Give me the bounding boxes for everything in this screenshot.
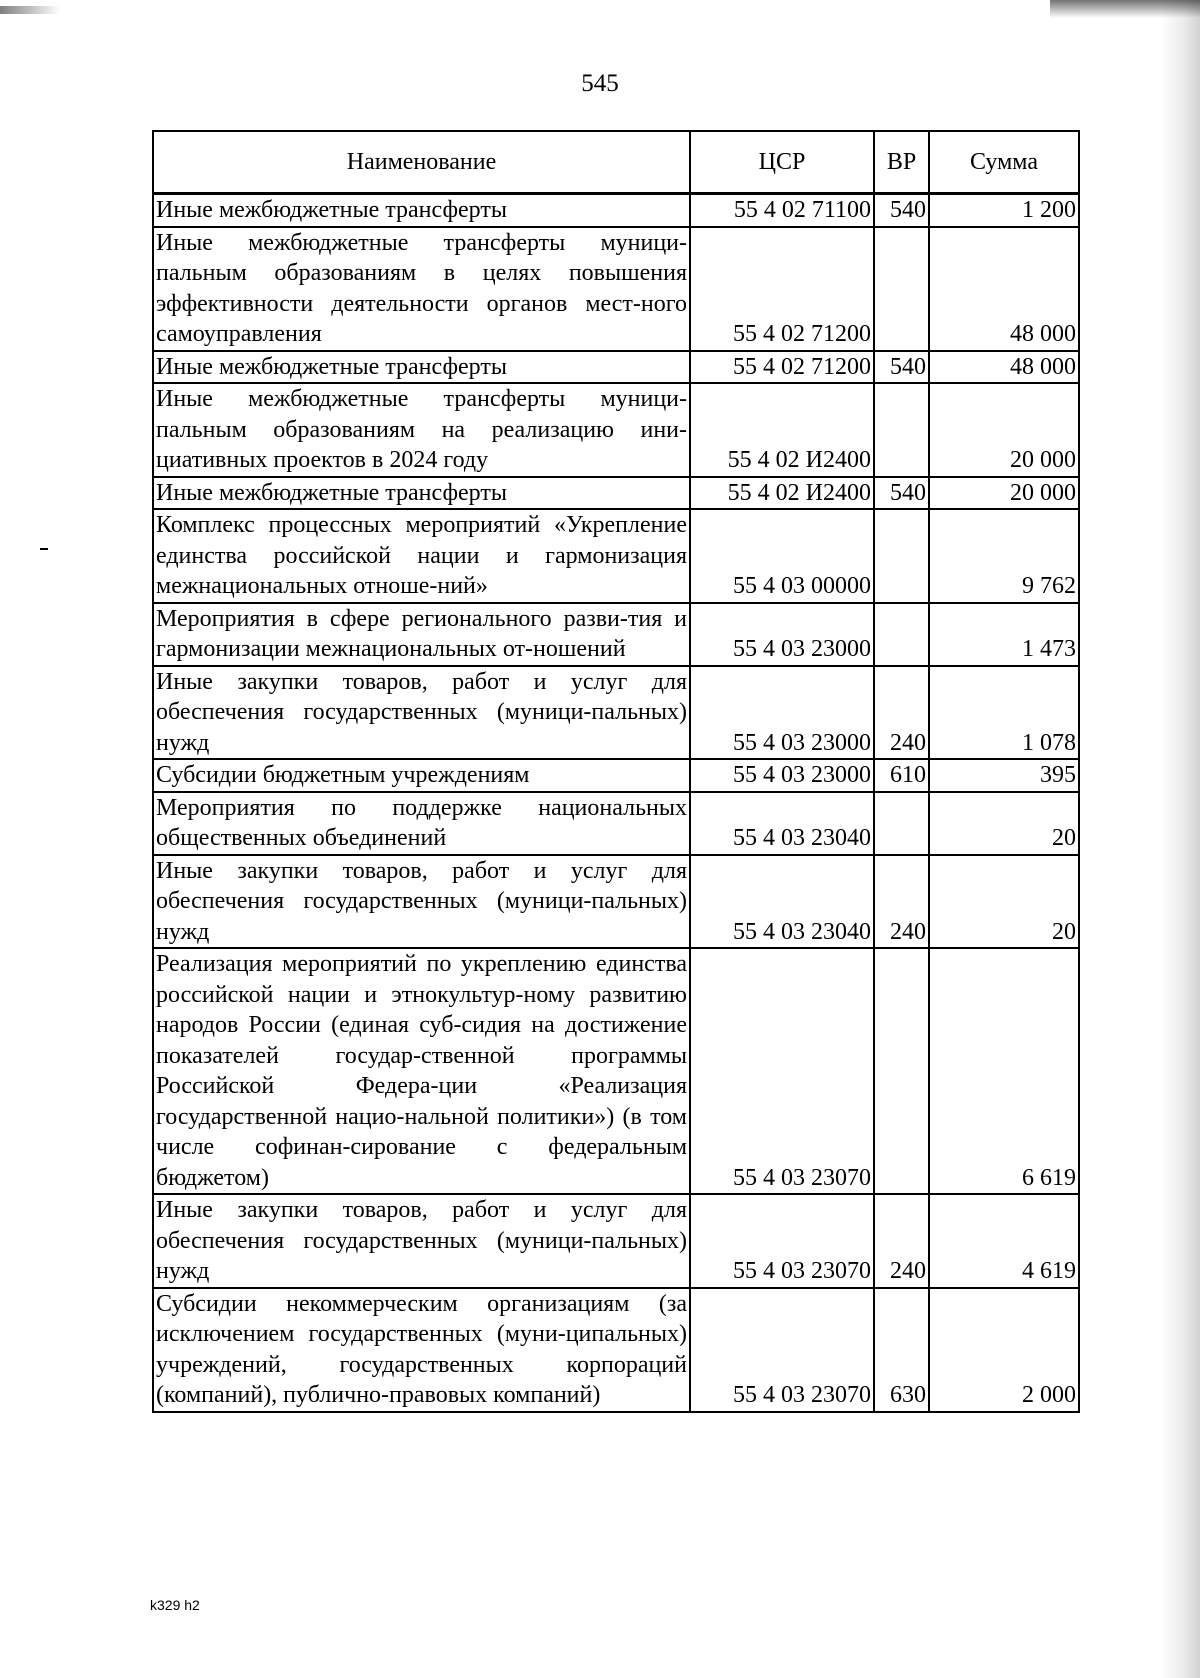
cell-code: 55 4 02 71200 <box>690 351 874 384</box>
table-row <box>153 477 1079 510</box>
cell-vr: 240 <box>874 1194 929 1288</box>
cell-code: 55 4 03 23070 <box>690 1194 874 1288</box>
cell-name: Иные закупки товаров, работ и услуг для обеспечения государственных (муници-пальных) нужд <box>153 855 690 949</box>
cell-vr <box>874 509 929 603</box>
cell-name: Иные межбюджетные трансферты <box>153 477 690 510</box>
cell-code: 55 4 03 23070 <box>690 1288 874 1412</box>
table-row <box>153 227 1079 351</box>
cell-name: Мероприятия по поддержке национальных общественных объединений <box>153 792 690 855</box>
cell-vr <box>874 948 929 1194</box>
cell-code: 55 4 02 И2400 <box>690 383 874 477</box>
cell-name: Иные межбюджетные трансферты муници-пальным образованиям на реализацию ини-циативных проектов в 2024 году <box>153 383 690 477</box>
cell-vr <box>874 383 929 477</box>
cell-name: Мероприятия в сфере регионального разви-тия и гармонизации межнациональных от-ношений <box>153 603 690 666</box>
cell-code: 55 4 02 71100 <box>690 194 874 227</box>
cell-sum: 48 000 <box>929 351 1079 384</box>
scan-shadow-top-right <box>1050 0 1200 18</box>
cell-sum: 20 000 <box>929 383 1079 477</box>
cell-code: 55 4 02 И2400 <box>690 477 874 510</box>
cell-vr: 540 <box>874 477 929 510</box>
table-row <box>153 666 1079 760</box>
cell-sum: 2 000 <box>929 1288 1079 1412</box>
cell-vr: 240 <box>874 666 929 760</box>
table-body <box>153 194 1079 1412</box>
cell-vr <box>874 792 929 855</box>
cell-vr: 610 <box>874 759 929 792</box>
cell-vr: 240 <box>874 855 929 949</box>
cell-sum: 20 <box>929 792 1079 855</box>
page-number: 545 <box>581 70 619 97</box>
cell-vr <box>874 603 929 666</box>
cell-code: 55 4 03 23040 <box>690 855 874 949</box>
cell-name: Иные межбюджетные трансферты <box>153 351 690 384</box>
table-row <box>153 383 1079 477</box>
cell-name: Иные закупки товаров, работ и услуг для обеспечения государственных (муници-пальных) нужд <box>153 1194 690 1288</box>
header-code: ЦСР <box>690 131 874 194</box>
cell-code: 55 4 03 23040 <box>690 792 874 855</box>
table-row <box>153 1194 1079 1288</box>
scan-mark-left <box>40 548 48 550</box>
table-row <box>153 1288 1079 1412</box>
table-row <box>153 603 1079 666</box>
scan-mark-top-left <box>0 6 60 14</box>
cell-sum: 1 473 <box>929 603 1079 666</box>
cell-code: 55 4 02 71200 <box>690 227 874 351</box>
cell-sum: 20 000 <box>929 477 1079 510</box>
cell-name: Комплекс процессных мероприятий «Укрепление единства российской нации и гармонизация межнациональных отноше-ний» <box>153 509 690 603</box>
cell-name: Реализация мероприятий по укреплению единства российской нации и этнокультур-ному развитию народов России (единая суб-сидия на достижение показателей государ-ственной программы Российской Федера-ции «Реализация государственной нацио-нальной политики») (в том числе софинан-сирование с федеральным бюджетом) <box>153 948 690 1194</box>
cell-name: Субсидии некоммерческим организациям (за исключением государственных (муни-ципальных) учреждений, государственных корпораций (компаний), публично-правовых компаний) <box>153 1288 690 1412</box>
cell-sum: 6 619 <box>929 948 1079 1194</box>
table-row <box>153 351 1079 384</box>
cell-sum: 20 <box>929 855 1079 949</box>
cell-code: 55 4 03 23000 <box>690 603 874 666</box>
cell-name: Иные межбюджетные трансферты <box>153 194 690 227</box>
scan-shadow-right <box>1160 0 1200 1678</box>
table-header-row <box>153 131 1079 194</box>
footer-code: k329 h2 <box>150 1597 200 1613</box>
header-vr: ВР <box>874 131 929 194</box>
table-row <box>153 509 1079 603</box>
cell-vr: 540 <box>874 194 929 227</box>
cell-name: Иные межбюджетные трансферты муници-пальным образованиям в целях повышения эффективности деятельности органов мест-ного самоуправления <box>153 227 690 351</box>
cell-sum: 9 762 <box>929 509 1079 603</box>
cell-sum: 395 <box>929 759 1079 792</box>
table-row <box>153 194 1079 227</box>
cell-sum: 48 000 <box>929 227 1079 351</box>
table-row <box>153 759 1079 792</box>
cell-vr <box>874 227 929 351</box>
table-row <box>153 948 1079 1194</box>
cell-code: 55 4 03 23000 <box>690 666 874 760</box>
cell-code: 55 4 03 00000 <box>690 509 874 603</box>
header-name: Наименование <box>153 131 690 194</box>
cell-vr: 630 <box>874 1288 929 1412</box>
cell-code: 55 4 03 23000 <box>690 759 874 792</box>
cell-sum: 1 078 <box>929 666 1079 760</box>
cell-name: Субсидии бюджетным учреждениям <box>153 759 690 792</box>
header-sum: Сумма <box>929 131 1079 194</box>
table-row <box>153 855 1079 949</box>
cell-vr: 540 <box>874 351 929 384</box>
cell-sum: 4 619 <box>929 1194 1079 1288</box>
cell-sum: 1 200 <box>929 194 1079 227</box>
table-row <box>153 792 1079 855</box>
cell-name: Иные закупки товаров, работ и услуг для обеспечения государственных (муници-пальных) нужд <box>153 666 690 760</box>
cell-code: 55 4 03 23070 <box>690 948 874 1194</box>
budget-table <box>152 130 1080 1413</box>
